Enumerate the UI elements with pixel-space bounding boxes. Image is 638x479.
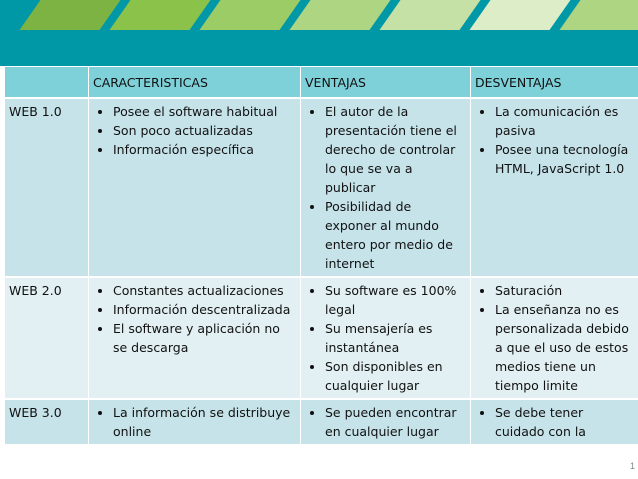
banner-stripe: [379, 0, 480, 30]
table-row: [5, 98, 638, 277]
banner-stripe: [19, 0, 120, 30]
cell-caracteristicas: [89, 399, 301, 445]
list-item: • Son poco actualizadas: [113, 121, 296, 140]
list-item: • Se pueden encontrar en cualquier lugar: [325, 403, 466, 441]
cell-caracteristicas: [89, 277, 301, 399]
list-item: • La información se distribuye online: [113, 403, 296, 441]
list-item: • La comunicación es pasiva: [495, 102, 634, 140]
cell-ventajas: [301, 277, 471, 399]
banner-stripe: [109, 0, 210, 30]
banner-stripe: [289, 0, 390, 30]
cell-ventajas: [301, 98, 471, 277]
row-label: WEB 1.0: [5, 98, 89, 277]
cell-desventajas: [471, 399, 638, 445]
list-item: • Información descentralizada: [113, 300, 296, 319]
banner-band: [0, 30, 638, 66]
list-item: • Saturación: [495, 281, 634, 300]
header-empty: [5, 67, 89, 99]
list-item: • Posibilidad de exponer al mundo entero por medio de internet: [325, 197, 466, 273]
table-row: [5, 399, 638, 445]
table-header-row: [5, 67, 638, 99]
list-item: • Información específica: [113, 140, 296, 159]
header-banner: [0, 0, 638, 66]
cell-desventajas: [471, 277, 638, 399]
header-ventajas: VENTAJAS: [301, 67, 471, 99]
list-item: • Constantes actualizaciones: [113, 281, 296, 300]
list-item: • Posee el software habitual: [113, 102, 296, 121]
list-item: • Se debe tener cuidado con la: [495, 403, 634, 441]
list-item: • El software y aplicación no se descarga: [113, 319, 296, 357]
row-label: WEB 3.0: [5, 399, 89, 445]
banner-stripe: [469, 0, 570, 30]
cell-ventajas: [301, 399, 471, 445]
list-item: • Su mensajería es instantánea: [325, 319, 466, 357]
header-caracteristicas: CARACTERISTICAS: [89, 67, 301, 99]
list-item: • Son disponibles en cualquier lugar: [325, 357, 466, 395]
list-item: • Posee una tecnología HTML, JavaScript 1.0: [495, 140, 634, 178]
list-item: • El autor de la presentación tiene el derecho de controlar lo que se va a publicar: [325, 102, 466, 197]
page-number: 1: [629, 461, 635, 471]
cell-desventajas: [471, 98, 638, 277]
cell-caracteristicas: [89, 98, 301, 277]
table-row: [5, 277, 638, 399]
banner-stripe: [559, 0, 638, 30]
banner-stripe: [199, 0, 300, 30]
list-item: • Su software es 100% legal: [325, 281, 466, 319]
list-item: • La enseñanza no es personalizada debido a que el uso de estos medios tiene un tiempo limite: [495, 300, 634, 395]
row-label: WEB 2.0: [5, 277, 89, 399]
header-desventajas: DESVENTAJAS: [471, 67, 638, 99]
web-comparison-table: [4, 66, 638, 445]
